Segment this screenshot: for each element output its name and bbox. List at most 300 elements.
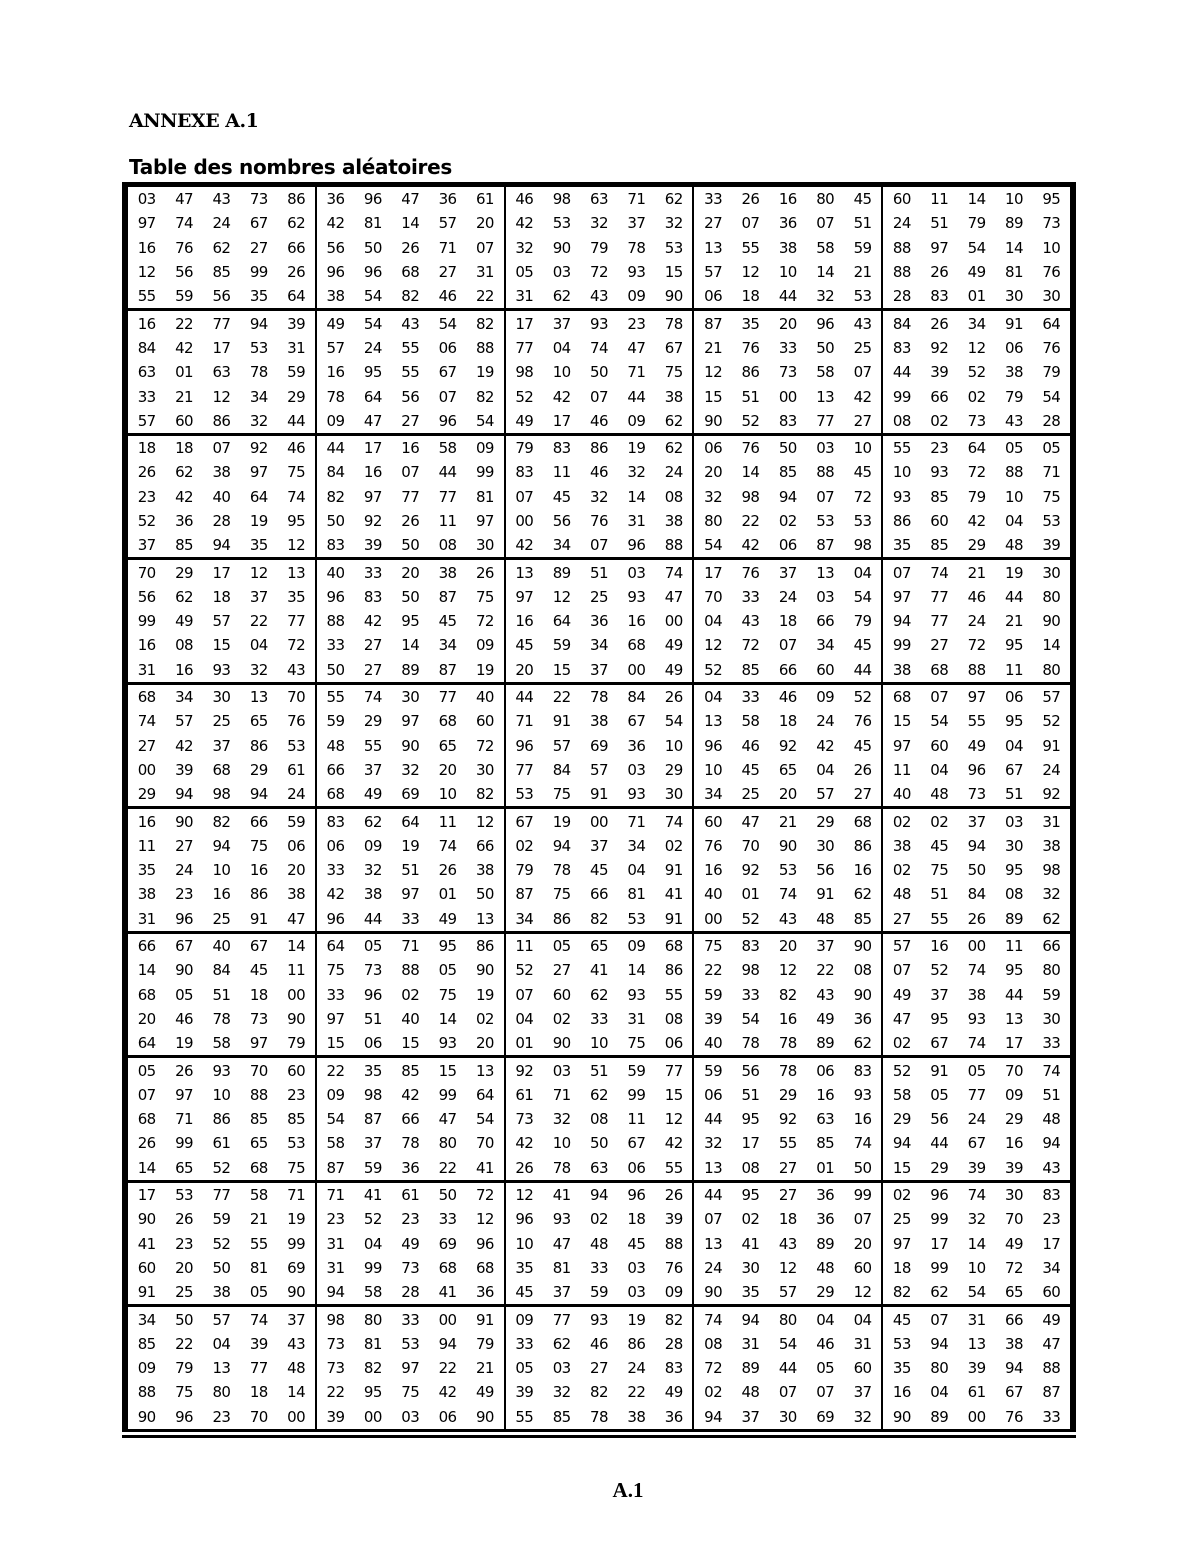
random-number-cell: 33 [741,587,760,606]
random-number-cell: 77 [552,1310,571,1329]
random-number-cell: 34 [967,314,986,333]
random-number-cell: 44 [287,411,306,430]
table-row [694,633,881,657]
table-row [317,311,504,335]
random-number-cell: 22 [438,1158,457,1177]
random-number-cell: 08 [741,1158,760,1177]
page-number: A.1 [612,1478,644,1502]
random-number-cell: 91 [664,861,683,880]
random-number-cell: 96 [930,1186,949,1205]
random-number-cell: 44 [892,363,911,382]
random-number-cell: 94 [590,1186,608,1205]
table-row [317,1007,504,1031]
table-row [883,1307,1070,1331]
random-number-cell: 65 [249,1134,268,1153]
random-number-cell: 74 [664,563,683,582]
random-number-cell: 44 [438,463,457,482]
random-number-cell: 42 [967,512,986,530]
random-number-cell: 50 [475,885,494,904]
table-row [128,958,315,982]
random-number-cell: 66 [287,238,306,257]
random-number-cell: 00 [363,1407,382,1426]
random-number-cell: 87 [704,314,723,333]
random-number-cell: 49 [1042,1310,1061,1329]
random-number-cell: 12 [249,563,268,582]
random-number-cell: 29 [816,1283,835,1302]
random-number-cell: 01 [438,885,457,904]
random-number-cell: 98 [212,785,231,804]
random-number-cell: 30 [1042,287,1061,306]
random-number-cell: 11 [438,812,457,831]
number-block [883,1058,1070,1179]
random-number-cell: 26 [967,909,986,928]
random-number-cell: 42 [401,1085,420,1104]
table-row [694,1031,881,1055]
random-number-cell: 04 [1005,736,1023,755]
random-number-cell: 18 [741,287,760,306]
random-number-cell: 72 [704,1359,723,1378]
random-number-cell: 87 [363,1110,382,1129]
random-number-cell: 27 [249,238,268,257]
table-row [317,560,504,584]
random-number-cell: 88 [249,1085,268,1104]
random-number-cell: 04 [816,760,835,779]
random-number-cell: 01 [816,1158,835,1177]
random-number-cell: 48 [590,1234,608,1253]
random-number-cell: 29 [816,812,835,831]
random-number-cell: 15 [438,1061,457,1080]
random-number-cell: 34 [816,636,835,655]
random-number-cell: 32 [552,1110,571,1129]
random-number-cell: 96 [627,536,646,555]
table-row [883,485,1070,509]
random-number-cell: 03 [552,263,571,282]
random-number-cell: 04 [704,612,723,631]
random-number-cell: 87 [438,587,457,606]
random-number-cell: 55 [401,338,420,357]
random-number-cell: 51 [930,214,949,233]
random-number-cell: 16 [704,861,723,880]
random-number-cell: 77 [930,612,949,631]
random-number-cell: 58 [816,363,835,382]
random-number-cell: 86 [249,885,268,904]
number-block [694,1058,883,1179]
random-number-cell: 97 [249,1034,268,1053]
random-number-cell: 50 [326,660,345,679]
random-number-cell: 92 [1042,785,1061,804]
random-number-cell: 89 [401,660,420,679]
random-number-cell: 16 [212,885,231,904]
random-number-cell: 04 [930,1383,949,1402]
table-row [883,336,1070,360]
random-number-cell: 66 [326,760,345,779]
random-number-cell: 27 [363,660,382,679]
table-row [694,858,881,882]
random-number-cell: 62 [175,587,193,606]
random-number-cell: 51 [853,214,872,233]
random-number-cell: 47 [438,1110,457,1129]
number-block [694,187,883,308]
random-number-cell: 92 [249,439,268,458]
random-number-cell: 36 [175,512,193,530]
random-number-cell: 14 [401,636,420,655]
random-number-cell: 68 [137,985,156,1004]
random-number-cell: 27 [590,1359,608,1378]
random-number-cell: 34 [249,387,268,406]
random-number-cell: 18 [892,1258,911,1277]
random-number-cell: 26 [930,263,949,282]
random-number-cell: 42 [438,1383,457,1402]
random-number-cell: 77 [212,314,231,333]
random-number-cell: 09 [627,411,646,430]
random-number-cell: 99 [137,612,156,631]
table-row [694,436,881,460]
random-number-cell: 26 [515,1158,534,1177]
table-row [317,809,504,833]
random-number-cell: 57 [816,785,835,804]
random-number-cell: 94 [249,314,268,333]
random-number-cell: 77 [212,1186,231,1205]
table-row [694,1356,881,1380]
random-number-cell: 10 [1042,238,1061,257]
table-row [128,560,315,584]
random-number-cell: 45 [853,463,872,482]
random-number-cell: 33 [590,1009,608,1028]
random-number-cell: 26 [664,688,683,707]
random-number-cell: 86 [212,411,231,430]
random-number-cell: 02 [930,812,949,831]
table-row [883,1156,1070,1180]
table-row [506,882,693,906]
random-number-cell: 52 [704,660,723,679]
random-number-cell: 77 [515,338,534,357]
random-number-cell: 52 [967,363,986,382]
random-number-cell: 62 [853,1034,872,1053]
random-number-cell: 09 [1005,1085,1023,1104]
random-number-cell: 53 [552,214,571,233]
random-number-cell: 10 [892,463,911,482]
table-row [883,260,1070,284]
random-number-cell: 27 [892,909,911,928]
random-number-cell: 07 [212,439,231,458]
table-row [694,1280,881,1304]
table-row [317,1231,504,1255]
random-number-cell: 67 [1005,1383,1023,1402]
random-number-cell: 18 [249,1383,268,1402]
random-number-cell: 54 [778,1334,797,1353]
random-number-cell: 03 [552,1061,571,1080]
random-number-cell: 49 [1005,1234,1023,1253]
table-row [694,336,881,360]
random-number-cell: 08 [590,1110,608,1129]
number-block [506,436,695,557]
random-number-cell: 35 [137,861,156,880]
random-number-cell: 45 [438,612,457,631]
table-row [317,1380,504,1404]
random-number-cell: 78 [401,1134,420,1153]
table-row [128,1031,315,1055]
random-number-cell: 07 [853,1210,872,1229]
table-row [883,384,1070,408]
random-number-cell: 93 [627,785,646,804]
random-number-cell: 32 [704,1134,723,1153]
random-number-cell: 44 [1005,587,1023,606]
random-number-cell: 36 [438,190,457,209]
random-number-cell: 96 [515,736,534,755]
random-number-cell: 72 [853,487,872,506]
table-row [317,436,504,460]
random-number-cell: 39 [930,363,949,382]
random-number-cell: 84 [212,961,231,980]
table-row [694,809,881,833]
table-row [506,907,693,931]
random-number-cell: 01 [741,885,760,904]
random-number-cell: 31 [627,512,646,530]
random-number-cell: 21 [704,338,723,357]
random-number-cell: 61 [212,1134,231,1153]
table-row [506,284,693,308]
random-number-cell: 26 [741,190,760,209]
random-number-cell: 43 [1005,411,1023,430]
table-row [883,1332,1070,1356]
random-number-cell: 05 [816,1359,835,1378]
random-number-cell: 72 [475,612,494,631]
table-row [317,1307,504,1331]
random-number-cell: 72 [741,636,760,655]
random-number-cell: 41 [590,961,608,980]
random-number-cell: 66 [778,660,797,679]
random-number-cell: 91 [816,885,835,904]
random-number-cell: 46 [175,1009,193,1028]
random-number-cell: 29 [892,1110,911,1129]
random-number-cell: 38 [778,238,797,257]
random-number-cell: 44 [853,660,872,679]
random-number-cell: 21 [967,563,986,582]
random-number-cell: 67 [515,812,534,831]
random-number-cell: 39 [515,1383,534,1402]
number-block [317,436,506,557]
random-number-cell: 00 [438,1310,457,1329]
random-number-cell: 06 [438,1407,457,1426]
random-number-cell: 86 [590,439,608,458]
table-row [694,187,881,211]
random-number-cell: 43 [1042,1158,1061,1177]
random-number-cell: 06 [816,1061,835,1080]
random-number-cell: 73 [249,1009,268,1028]
random-number-cell: 52 [212,1158,231,1177]
random-number-cell: 59 [287,363,306,382]
random-number-cell: 42 [175,487,193,506]
random-number-cell: 60 [137,1258,156,1277]
random-number-cell: 33 [401,909,420,928]
table-row [128,734,315,758]
number-block [317,1058,506,1179]
random-number-cell: 44 [515,688,534,707]
random-number-cell: 96 [967,760,986,779]
table-row [128,384,315,408]
random-number-cell: 78 [778,1061,797,1080]
number-block [506,934,695,1055]
random-number-cell: 20 [778,785,797,804]
random-number-cell: 32 [816,287,835,306]
random-number-cell: 96 [326,909,345,928]
random-number-cell: 50 [816,338,835,357]
random-number-cell: 97 [175,1085,193,1104]
random-number-cell: 13 [287,563,306,582]
random-number-cell: 89 [1005,214,1023,233]
random-number-cell: 42 [515,536,534,555]
random-number-cell: 60 [287,1061,306,1080]
random-number-cell: 77 [287,612,306,631]
random-number-cell: 49 [892,985,911,1004]
number-block [883,187,1070,308]
random-number-cell: 51 [930,885,949,904]
random-number-cell: 00 [287,1407,306,1426]
random-number-cell: 05 [515,1359,534,1378]
random-number-cell: 83 [552,439,571,458]
random-number-cell: 43 [741,612,760,631]
random-number-cell: 34 [175,688,193,707]
table-row [883,436,1070,460]
table-row [506,311,693,335]
random-number-cell: 04 [853,1310,872,1329]
random-number-cell: 75 [552,885,571,904]
random-number-cell: 95 [1005,712,1023,731]
random-number-cell: 16 [326,363,345,382]
random-number-cell: 60 [475,712,494,731]
random-number-cell: 57 [892,937,911,956]
random-number-cell: 97 [401,712,420,731]
random-number-cell: 84 [326,463,345,482]
random-number-cell: 14 [401,214,420,233]
table-row [694,882,881,906]
random-number-cell: 30 [212,688,231,707]
random-number-cell: 41 [137,1234,156,1253]
table-row [317,1405,504,1429]
table-row [317,211,504,235]
random-number-cell: 62 [664,411,683,430]
random-number-cell: 43 [590,287,608,306]
random-number-cell: 03 [401,1407,420,1426]
random-number-cell: 52 [741,909,760,928]
table-row [506,834,693,858]
random-number-cell: 34 [1042,1258,1061,1277]
table-row [506,485,693,509]
number-block [128,187,317,308]
random-number-cell: 62 [363,812,382,831]
random-number-cell: 05 [552,937,571,956]
table-band [128,187,1070,311]
random-number-cell: 58 [741,712,760,731]
random-number-cell: 46 [590,463,608,482]
random-number-cell: 47 [401,190,420,209]
random-number-cell: 07 [930,688,949,707]
random-number-cell: 35 [287,587,306,606]
random-number-cell: 04 [704,688,723,707]
random-number-cell: 49 [664,636,683,655]
random-number-cell: 38 [1005,1334,1023,1353]
table-row [128,809,315,833]
random-number-cell: 53 [401,1334,420,1353]
random-number-cell: 65 [175,1158,193,1177]
table-row [128,460,315,484]
random-number-cell: 54 [326,1110,345,1129]
random-number-cell: 20 [778,314,797,333]
random-number-cell: 95 [930,1009,949,1028]
random-number-cell: 54 [438,314,457,333]
random-number-cell: 79 [590,238,608,257]
random-number-cell: 83 [741,937,760,956]
table-row [128,211,315,235]
random-number-cell: 07 [515,487,534,506]
table-row [883,533,1070,557]
random-number-cell: 39 [287,314,306,333]
random-number-cell: 59 [853,238,872,257]
random-number-cell: 85 [778,463,797,482]
random-number-cell: 02 [475,1009,494,1028]
random-number-cell: 10 [515,1234,534,1253]
table-row [694,1058,881,1082]
random-number-cell: 29 [778,1085,797,1104]
random-number-cell: 95 [1005,861,1023,880]
random-number-cell: 35 [249,536,268,555]
random-number-cell: 39 [1042,536,1061,555]
random-number-cell: 04 [930,760,949,779]
random-number-cell: 70 [475,1134,494,1153]
random-number-cell: 45 [892,1310,911,1329]
random-number-cell: 43 [778,909,797,928]
number-block [506,560,695,681]
random-number-cell: 77 [967,1085,986,1104]
random-number-cell: 22 [249,612,268,631]
table-row [317,782,504,806]
random-number-cell: 24 [778,587,797,606]
random-number-cell: 29 [363,712,382,731]
random-number-cell: 15 [401,1034,420,1053]
random-number-cell: 56 [137,587,156,606]
random-number-cell: 36 [401,1158,420,1177]
random-number-cell: 67 [930,1034,949,1053]
random-number-cell: 22 [438,1359,457,1378]
random-number-cell: 40 [212,487,231,506]
number-block [506,1058,695,1179]
number-block [694,934,883,1055]
random-number-cell: 85 [249,1110,268,1129]
random-number-cell: 07 [704,1210,723,1229]
random-number-cell: 55 [892,439,911,458]
random-number-cell: 53 [287,1134,306,1153]
table-row [506,782,693,806]
random-number-cell: 61 [401,1186,420,1205]
random-number-cell: 53 [853,287,872,306]
number-block [883,1307,1070,1428]
random-number-cell: 93 [552,1210,571,1229]
random-number-cell: 02 [892,861,911,880]
random-number-cell: 42 [853,387,872,406]
random-number-cell: 32 [249,660,268,679]
random-number-cell: 96 [326,587,345,606]
table-row [883,211,1070,235]
random-number-cell: 14 [741,463,760,482]
random-number-cell: 22 [552,688,571,707]
random-number-cell: 16 [137,636,156,655]
random-number-cell: 28 [212,512,231,530]
random-number-cell: 57 [778,1283,797,1302]
table-row [506,509,693,533]
random-number-cell: 15 [664,1085,683,1104]
random-number-cell: 57 [1042,688,1061,707]
random-number-cell: 05 [1005,439,1023,458]
